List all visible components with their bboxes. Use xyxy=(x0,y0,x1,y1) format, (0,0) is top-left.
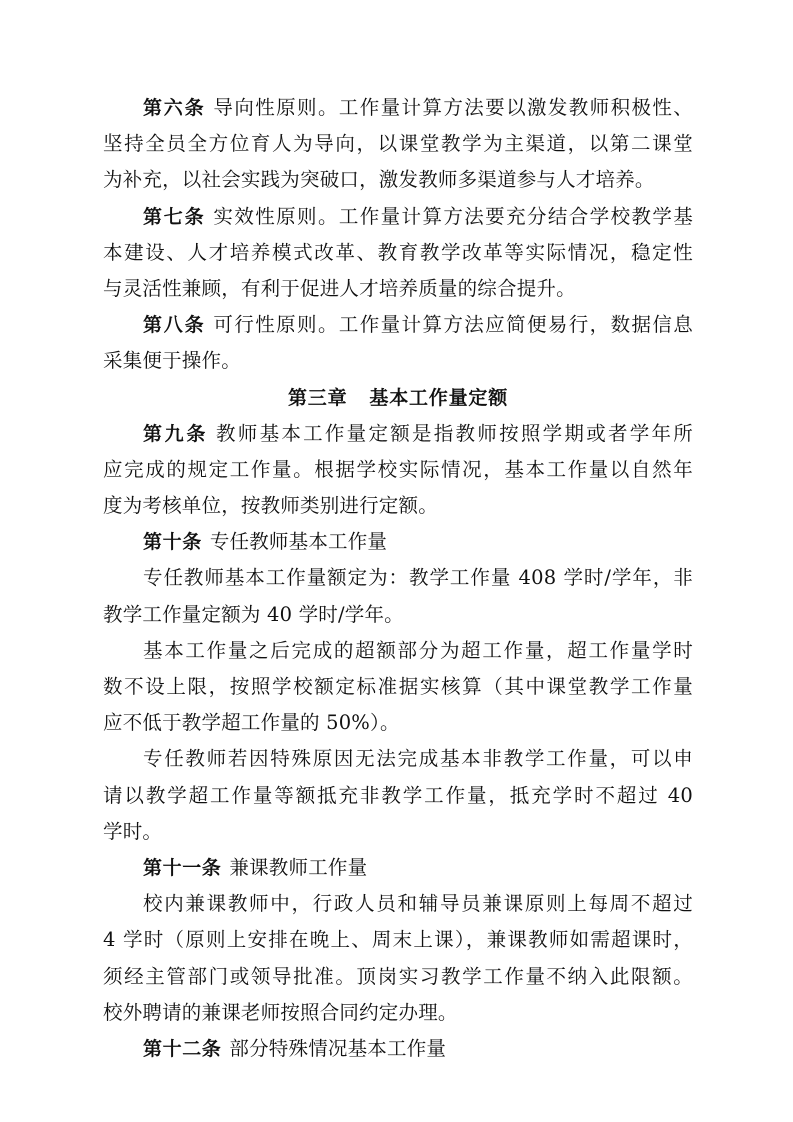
article-6-line-3: 为补充，以社会实践为突破口，激发教师多渠道参与人才培养。 xyxy=(103,168,655,192)
article-8-line-1: 第八条 可行性原则。工作量计算方法应简便易行，数据信息 xyxy=(143,313,693,337)
article-10-title: 专任教师基本工作量 xyxy=(209,530,388,554)
article-10-p3-line-1: 专任教师若因特殊原因无法完成基本非教学工作量，可以申 xyxy=(143,747,693,771)
document-page xyxy=(103,90,693,1067)
article-9-line-3: 度为考核单位，按教师类别进行定额。 xyxy=(103,494,438,518)
article-10-p2-line-2: 数不设上限，按照学校额定标准据实核算（其中课堂教学工作量 xyxy=(103,675,693,698)
article-7-line-3: 与灵活性兼顾，有利于促进人才培养质量的综合提升。 xyxy=(103,276,576,300)
article-11-label: 第十一条 xyxy=(143,856,222,879)
article-7-label: 第七条 xyxy=(143,205,206,228)
article-7-line-1: 第七条 实效性原则。工作量计算方法要充分结合学校教学基 xyxy=(143,204,693,228)
article-10-p2-line-1: 基本工作量之后完成的超额部分为超工作量，超工作量学时 xyxy=(143,638,693,662)
article-11-heading xyxy=(103,850,693,886)
article-12-heading xyxy=(103,1031,693,1067)
article-11-line-4: 校外聘请的兼课老师按照合同约定办理。 xyxy=(103,1000,458,1024)
article-11-line-2: 4 学时（原则上安排在晚上、周末上课），兼课教师如需超课时， xyxy=(103,928,693,952)
article-8-label: 第八条 xyxy=(143,314,206,337)
article-12-label: 第十二条 xyxy=(143,1037,222,1060)
article-11-title: 兼课教师工作量 xyxy=(229,855,368,879)
article-11-line-1: 校内兼课教师中，行政人员和辅导员兼课原则上每周不超过 xyxy=(143,892,693,916)
article-10-p3-line-2: 请以教学超工作量等额抵充非教学工作量，抵充学时不超过 40 xyxy=(103,783,693,807)
article-7-line-2: 本建设、人才培养模式改革、教育教学改革等实际情况，稳定性 xyxy=(103,240,693,264)
chapter-heading xyxy=(103,380,693,416)
article-10-p1-line-2: 教学工作量定额为 40 学时/学年。 xyxy=(103,602,404,626)
article-11-line-3: 须经主管部门或领导批准。顶岗实习教学工作量不纳入此限额。 xyxy=(103,964,693,988)
article-10-label: 第十条 xyxy=(143,531,202,554)
chapter-title: 基本工作量定额 xyxy=(369,386,508,409)
article-10-p3-line-3: 学时。 xyxy=(103,819,163,843)
article-9-label: 第九条 xyxy=(143,422,209,445)
article-8-line-2: 采集便于操作。 xyxy=(103,349,241,373)
chapter-number: 第三章 xyxy=(287,386,348,409)
article-12-title: 部分特殊情况基本工作量 xyxy=(229,1036,447,1060)
article-10-heading xyxy=(103,524,693,560)
article-9-line-1: 第九条 教师基本工作量定额是指教师按照学期或者学年所 xyxy=(143,421,693,445)
article-10-p1-line-1: 专任教师基本工作量额定为：教学工作量 408 学时/学年，非 xyxy=(143,566,693,590)
article-6-label: 第六条 xyxy=(143,97,206,119)
article-9-line-2: 应完成的规定工作量。根据学校实际情况，基本工作量以自然年 xyxy=(103,457,693,481)
article-6-line-2: 坚持全员全方位育人为导向，以课堂教学为主渠道，以第二课堂 xyxy=(103,132,693,156)
article-6-line-1: 第六条 导向性原则。工作量计算方法要以激发教师积极性、 xyxy=(143,96,693,119)
article-10-p2-line-3: 应不低于教学超工作量的 50%）。 xyxy=(103,711,400,735)
